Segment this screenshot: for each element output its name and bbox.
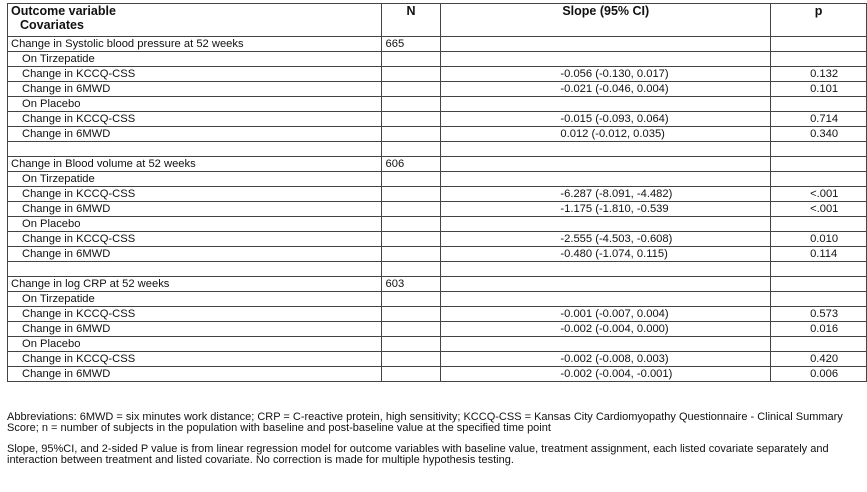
row-label: On Tirzepatide [8, 52, 382, 67]
covariate-row [8, 82, 867, 97]
row-n: 665 [381, 37, 441, 52]
row-p [771, 262, 867, 277]
row-slope [441, 157, 771, 172]
row-slope [441, 277, 771, 292]
row-p [771, 37, 867, 52]
row-n [381, 187, 441, 202]
row-slope [441, 292, 771, 307]
group-row [8, 97, 867, 112]
group-row [8, 52, 867, 67]
row-slope [441, 262, 771, 277]
covariate-row [8, 112, 867, 127]
row-p [771, 277, 867, 292]
row-slope [441, 172, 771, 187]
row-p: 0.573 [771, 307, 867, 322]
row-n [381, 127, 441, 142]
row-p: <.001 [771, 187, 867, 202]
row-slope: 0.012 (-0.012, 0.035) [441, 127, 771, 142]
row-label: Change in Blood volume at 52 weeks [8, 157, 382, 172]
row-slope [441, 97, 771, 112]
group-row [8, 172, 867, 187]
row-n [381, 217, 441, 232]
row-p [771, 292, 867, 307]
row-label: On Placebo [8, 337, 382, 352]
spacer-row [8, 142, 867, 157]
row-n [381, 262, 441, 277]
row-n [381, 142, 441, 157]
row-label: On Placebo [8, 97, 382, 112]
row-label: Change in log CRP at 52 weeks [8, 277, 382, 292]
results-table [7, 3, 867, 382]
row-label: Change in 6MWD [8, 127, 382, 142]
covariate-row [8, 247, 867, 262]
row-slope: -6.287 (-8.091, -4.482) [441, 187, 771, 202]
row-p [771, 97, 867, 112]
row-p: 0.006 [771, 367, 867, 382]
row-p: 0.340 [771, 127, 867, 142]
row-n [381, 307, 441, 322]
row-label: Change in 6MWD [8, 367, 382, 382]
row-label: Change in KCCQ-CSS [8, 67, 382, 82]
row-n: 606 [381, 157, 441, 172]
abbreviations-note: Abbreviations: 6MWD = six minutes work distance; CRP = C-reactive protein, high sensitivity; KCCQ-CSS = Kansas City Cardiomyopathy Questionnaire - Clinical Summary Score; n = number of subjects in the population with baseline and post-baseline value at the specified time point [7, 411, 843, 434]
group-row [8, 337, 867, 352]
row-n [381, 97, 441, 112]
row-p: 0.420 [771, 352, 867, 367]
row-p [771, 217, 867, 232]
row-label: Change in KCCQ-CSS [8, 352, 382, 367]
outcome-row [8, 277, 867, 292]
row-slope [441, 52, 771, 67]
row-n [381, 67, 441, 82]
row-label: Change in KCCQ-CSS [8, 307, 382, 322]
header-slope: Slope (95% CI) [441, 4, 771, 37]
covariate-row [8, 232, 867, 247]
header-outcome: Outcome variable [11, 4, 116, 18]
row-slope: -0.056 (-0.130, 0.017) [441, 67, 771, 82]
covariate-row [8, 202, 867, 217]
row-label: Change in Systolic blood pressure at 52 weeks [8, 37, 382, 52]
row-p: 0.714 [771, 112, 867, 127]
row-n [381, 352, 441, 367]
row-n [381, 52, 441, 67]
row-p: 0.010 [771, 232, 867, 247]
covariate-row [8, 67, 867, 82]
covariate-row [8, 307, 867, 322]
row-label: Change in 6MWD [8, 247, 382, 262]
spacer-row [8, 262, 867, 277]
covariate-row [8, 352, 867, 367]
row-label [8, 262, 382, 277]
covariate-row [8, 127, 867, 142]
row-slope: -1.175 (-1.810, -0.539 [441, 202, 771, 217]
footnotes [7, 412, 863, 476]
row-label: On Tirzepatide [8, 292, 382, 307]
row-label: Change in 6MWD [8, 322, 382, 337]
covariate-row [8, 367, 867, 382]
row-label: On Tirzepatide [8, 172, 382, 187]
row-n [381, 367, 441, 382]
row-slope: -0.002 (-0.004, 0.000) [441, 322, 771, 337]
covariate-row [8, 322, 867, 337]
row-label: Change in KCCQ-CSS [8, 187, 382, 202]
row-label: Change in KCCQ-CSS [8, 232, 382, 247]
outcome-row [8, 157, 867, 172]
row-p: <.001 [771, 202, 867, 217]
row-label: Change in 6MWD [8, 202, 382, 217]
row-n [381, 292, 441, 307]
row-label: Change in 6MWD [8, 82, 382, 97]
row-n [381, 337, 441, 352]
row-p [771, 172, 867, 187]
row-n [381, 322, 441, 337]
row-p: 0.101 [771, 82, 867, 97]
row-slope [441, 217, 771, 232]
row-n [381, 232, 441, 247]
group-row [8, 217, 867, 232]
header-outcome-cell [8, 4, 382, 37]
row-p: 0.114 [771, 247, 867, 262]
method-note: Slope, 95%CI, and 2-sided P value is from linear regression model for outcome variables with baseline value, treatment assignment, each listed covariate separately and interaction between treatment and listed covariate. No correction is made for multiple hypothesis testing. [7, 443, 829, 466]
row-slope: -0.002 (-0.004, -0.001) [441, 367, 771, 382]
table-header-row [8, 4, 867, 37]
row-p: 0.132 [771, 67, 867, 82]
row-slope: -0.021 (-0.046, 0.004) [441, 82, 771, 97]
row-p: 0.016 [771, 322, 867, 337]
row-n [381, 247, 441, 262]
row-slope [441, 37, 771, 52]
row-slope: -0.002 (-0.008, 0.003) [441, 352, 771, 367]
row-slope: -2.555 (-4.503, -0.608) [441, 232, 771, 247]
row-slope [441, 337, 771, 352]
row-p [771, 52, 867, 67]
row-label: On Placebo [8, 217, 382, 232]
header-p: p [771, 4, 867, 37]
row-n [381, 172, 441, 187]
row-n [381, 112, 441, 127]
row-label: Change in KCCQ-CSS [8, 112, 382, 127]
row-slope: -0.001 (-0.007, 0.004) [441, 307, 771, 322]
header-covariates: Covariates [20, 18, 84, 32]
row-n [381, 202, 441, 217]
row-p [771, 337, 867, 352]
header-n: N [381, 4, 441, 37]
row-slope: -0.480 (-1.074, 0.115) [441, 247, 771, 262]
row-p [771, 157, 867, 172]
outcome-row [8, 37, 867, 52]
row-n: 603 [381, 277, 441, 292]
covariate-row [8, 187, 867, 202]
row-p [771, 142, 867, 157]
row-slope: -0.015 (-0.093, 0.064) [441, 112, 771, 127]
group-row [8, 292, 867, 307]
row-n [381, 82, 441, 97]
row-slope [441, 142, 771, 157]
row-label [8, 142, 382, 157]
